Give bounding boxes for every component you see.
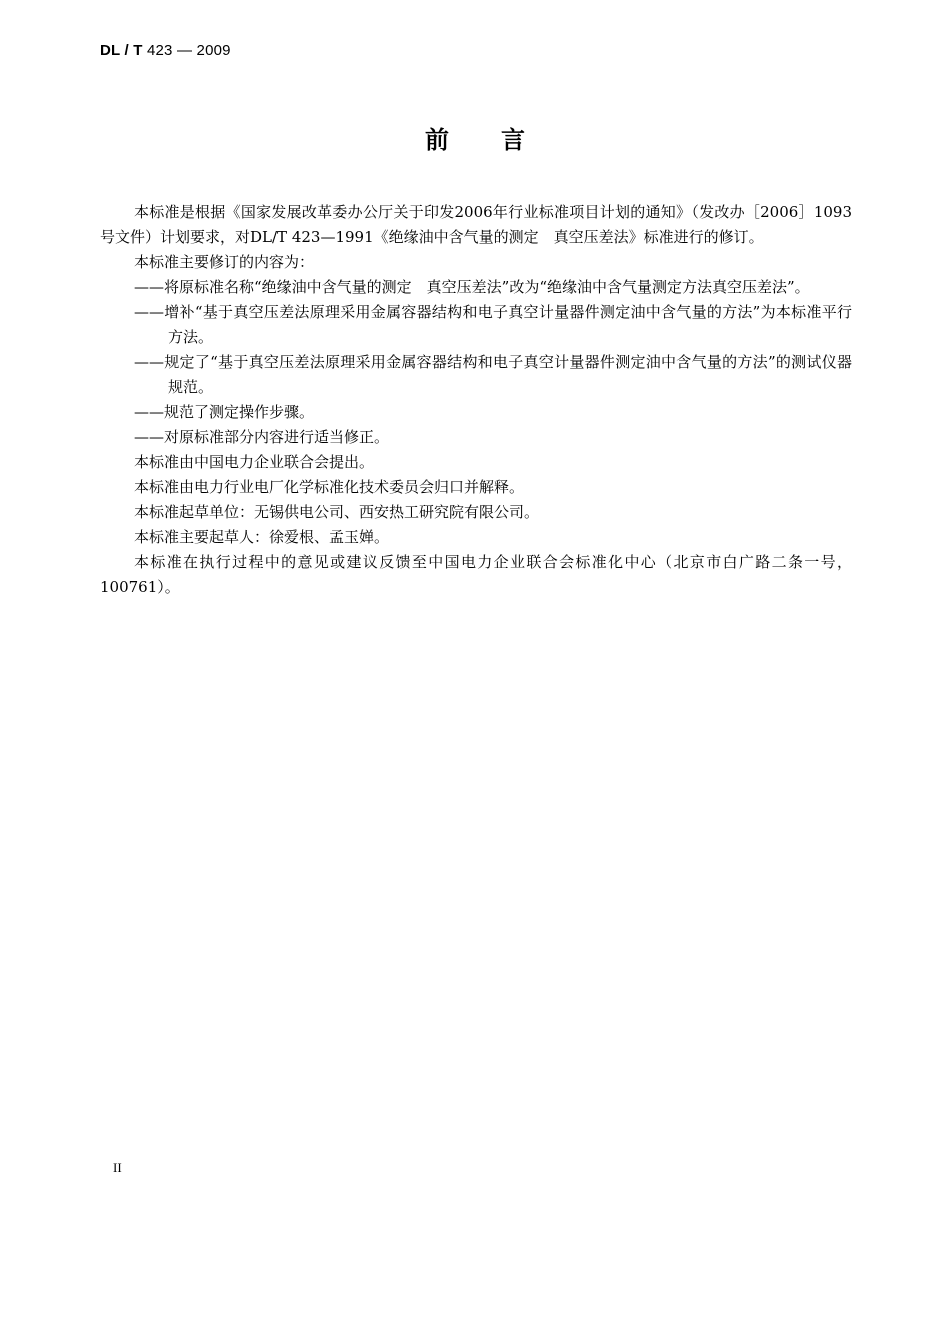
- intro-paragraph: 本标准是根据《国家发展改革委办公厅关于印发2006年行业标准项目计划的通知》（发改办［2006］1093号文件）计划要求，对DL/T 423—1991《绝缘油中含气量的测定 真空压差法》标准进行的修订。: [100, 203, 852, 246]
- document-header: [100, 42, 231, 59]
- standard-number: 423 — 2009: [142, 42, 231, 59]
- revision-intro: 本标准主要修订的内容为：: [134, 253, 315, 271]
- drafting-units-paragraph: 本标准起草单位：无锡供电公司、西安热工研究院有限公司。: [134, 503, 540, 521]
- page-title: 前言: [425, 126, 577, 154]
- revision-item: ——规范了测定操作步骤。: [134, 403, 315, 421]
- revision-item: ——规定了“基于真空压差法原理采用金属容器结构和电子真空计量器件测定油中含气量的方法”的测试仪器规范。: [134, 353, 852, 396]
- revision-item: ——增补“基于真空压差法原理采用金属容器结构和电子真空计量器件测定油中含气量的方法”为本标准平行方法。: [134, 303, 852, 346]
- drafters-paragraph: 本标准主要起草人：徐爱根、孟玉婵。: [134, 528, 390, 546]
- feedback-paragraph: 本标准在执行过程中的意见或建议反馈至中国电力企业联合会标准化中心（北京市白广路二条一号，100761）。: [100, 553, 852, 596]
- administration-paragraph: 本标准由电力行业电厂化学标准化技术委员会归口并解释。: [134, 478, 525, 496]
- preface-body: [100, 200, 852, 600]
- revision-item: ——将原标准名称“绝缘油中含气量的测定 真空压差法”改为“绝缘油中含气量测定方法真空压差法”。: [134, 278, 810, 296]
- standard-prefix: DL / T: [100, 42, 143, 59]
- revision-item: ——对原标准部分内容进行适当修正。: [134, 428, 390, 446]
- page-number: II: [113, 1160, 122, 1175]
- proposer-paragraph: 本标准由中国电力企业联合会提出。: [134, 453, 375, 471]
